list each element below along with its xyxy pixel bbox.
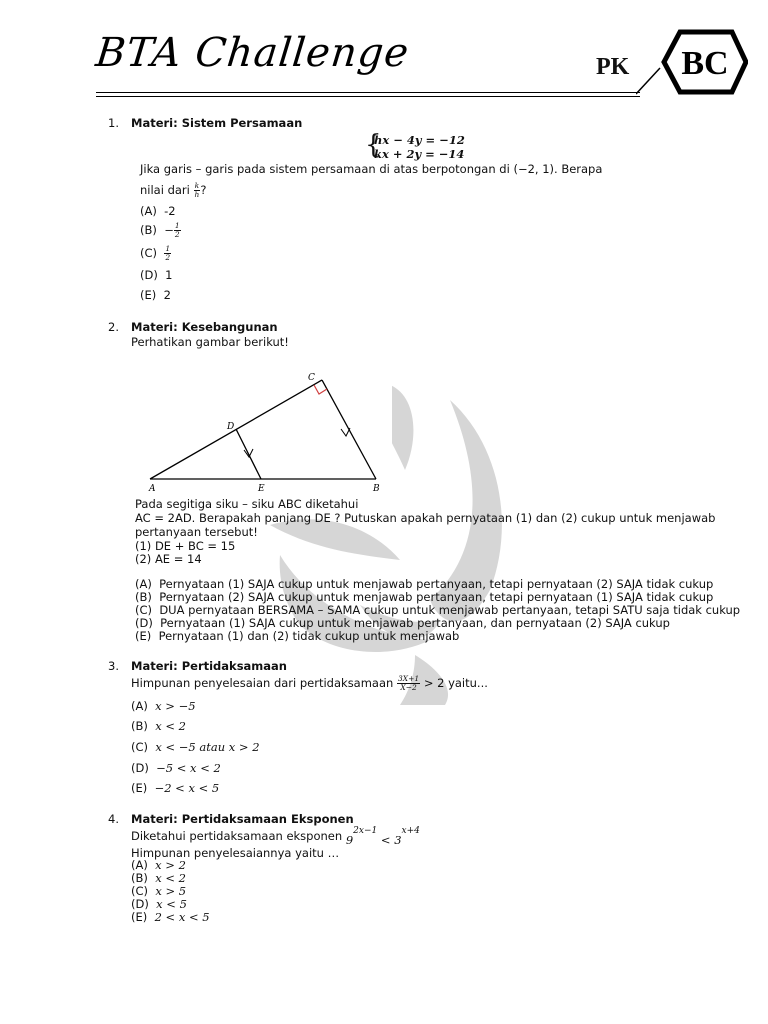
option-value: 1 xyxy=(165,268,173,282)
option-text: Pernyataan (2) SAJA cukup untuk menjawab pertanyaan, tetapi pernyataan (1) SAJA tidak cukup xyxy=(159,590,714,604)
q4-option-a xyxy=(131,858,186,872)
option-value: 2 xyxy=(163,288,171,302)
option-value: x < 2 xyxy=(155,719,186,733)
label-b: B xyxy=(373,484,380,494)
q1-text1: Jika garis – garis pada sistem persamaan di atas berpotongan di (−2, 1). Berapa xyxy=(140,162,603,176)
q4-text2: Himpunan penyelesaiannya yaitu … xyxy=(131,846,340,860)
q1-option-d xyxy=(140,268,172,282)
option-value: -2 xyxy=(164,204,176,218)
q4-text: Diketahui pertidaksamaan eksponen xyxy=(131,829,343,843)
q1-eq2: kx + 2y = −14 xyxy=(374,147,465,161)
q4-option-e xyxy=(131,910,210,924)
option-text: DUA pernyataan BERSAMA – SAMA cukup untuk menjawab pertanyaan, tetapi SATU saja tidak cukup xyxy=(159,603,741,617)
label-a: A xyxy=(149,484,156,494)
q3-option-b xyxy=(131,719,186,733)
q4-option-d xyxy=(131,897,187,911)
q4-exp2: x+4 xyxy=(401,826,420,836)
q4-number: 4. xyxy=(108,812,119,826)
option-label: (C) xyxy=(140,246,158,260)
q3-frac-den: X−2 xyxy=(400,683,417,692)
option-value: x < 2 xyxy=(155,871,186,885)
option-label: (E) xyxy=(135,629,152,643)
option-label: (D) xyxy=(131,761,149,775)
q4-option-c xyxy=(131,884,186,898)
q2-heading: Materi: Kesebangunan xyxy=(131,320,278,334)
q4-option-b xyxy=(131,871,186,885)
q3-heading: Materi: Pertidaksamaan xyxy=(131,659,287,673)
frac-num: 1 xyxy=(165,244,171,253)
option-label: (D) xyxy=(140,268,158,282)
q1-frac-den: h xyxy=(194,190,200,199)
q1-frac-num: k xyxy=(194,181,200,190)
option-value: −2 < x < 5 xyxy=(154,781,220,795)
q2-line4: (1) DE + BC = 15 xyxy=(135,539,236,553)
option-label: (B) xyxy=(131,871,148,885)
q3-frac-num: 3X+1 xyxy=(397,674,420,683)
option-value: −5 < x < 2 xyxy=(156,761,221,775)
q4-exp1: 2x−1 xyxy=(353,826,378,836)
q1-option-e xyxy=(140,288,171,302)
q3-fraction xyxy=(397,675,420,692)
q3-option-c xyxy=(131,740,260,754)
q3-option-a xyxy=(131,699,196,713)
q4-base1: 9 xyxy=(345,833,354,847)
q1-option-a xyxy=(140,204,176,218)
option-label: (B) xyxy=(135,590,152,604)
q2-line1: Pada segitiga siku – siku ABC diketahui xyxy=(135,497,359,511)
option-label: (A) xyxy=(131,699,148,713)
q2-line5: (2) AE = 14 xyxy=(135,552,202,566)
option-label: (D) xyxy=(131,897,149,911)
option-value: x > 5 xyxy=(155,884,187,898)
q3-text-line xyxy=(131,675,488,692)
option-label: (B) xyxy=(131,719,148,733)
option-label: (A) xyxy=(140,204,157,218)
q1-text2: nilai dari xyxy=(140,183,190,197)
option-fraction xyxy=(174,222,181,239)
q2-intro: Perhatikan gambar berikut! xyxy=(131,335,289,349)
q2-line3: pertanyaan tersebut! xyxy=(135,525,258,539)
q2-option-d xyxy=(135,616,670,630)
q4-text-line xyxy=(131,826,420,847)
q3-option-d xyxy=(131,761,221,775)
header-rule xyxy=(96,92,640,93)
option-label: (D) xyxy=(135,616,153,630)
option-label: (A) xyxy=(131,858,148,872)
q1-text2-line xyxy=(140,182,206,199)
q2-option-c xyxy=(135,603,740,617)
option-value: x < −5 atau x > 2 xyxy=(155,740,260,754)
header-title: BTA Challenge xyxy=(93,30,412,76)
option-label: (E) xyxy=(131,910,148,924)
option-label: (E) xyxy=(131,781,148,795)
bc-logo-text: BC xyxy=(681,45,729,82)
q3-after: > 2 yaitu... xyxy=(423,676,488,690)
option-fraction xyxy=(164,245,171,262)
frac-den: 2 xyxy=(165,253,171,262)
q1-number: 1. xyxy=(108,116,119,130)
option-label: (A) xyxy=(135,577,152,591)
q1-brace: { xyxy=(365,130,382,160)
q3-number: 3. xyxy=(108,659,119,673)
bc-logo-icon xyxy=(636,28,748,96)
option-value: x > 2 xyxy=(155,858,186,872)
label-d: D xyxy=(227,422,235,432)
option-label: (E) xyxy=(140,288,157,302)
option-value: x > −5 xyxy=(155,699,196,713)
option-label: (C) xyxy=(135,603,153,617)
header-pk-label: PK xyxy=(596,54,630,80)
option-text: Pernyataan (1) SAJA cukup untuk menjawab pertanyaan, tetapi pernyataan (2) SAJA tidak cukup xyxy=(159,577,714,591)
option-sign: − xyxy=(164,223,174,237)
option-label: (C) xyxy=(131,884,149,898)
triangle-figure xyxy=(140,366,392,498)
frac-den: 2 xyxy=(174,230,180,239)
option-value: x < 5 xyxy=(156,897,187,911)
option-label: (C) xyxy=(131,740,149,754)
q4-base2: 3 xyxy=(394,833,402,847)
q4-heading: Materi: Pertidaksamaan Eksponen xyxy=(131,812,354,826)
option-text: Pernyataan (1) SAJA cukup untuk menjawab pertanyaan, dan pernyataan (2) SAJA cukup xyxy=(160,616,670,630)
q3-text: Himpunan penyelesaian dari pertidaksamaan xyxy=(131,676,394,690)
label-c: C xyxy=(308,373,315,383)
q2-option-a xyxy=(135,577,713,591)
frac-num: 1 xyxy=(174,221,180,230)
q1-qmark: ? xyxy=(200,183,207,197)
q2-option-e xyxy=(135,629,459,643)
q2-option-b xyxy=(135,590,713,604)
q3-option-e xyxy=(131,781,219,795)
q2-number: 2. xyxy=(108,320,119,334)
q1-option-b xyxy=(140,222,181,239)
header-rule-thin xyxy=(96,96,640,97)
q1-heading: Materi: Sistem Persamaan xyxy=(131,116,303,130)
label-e: E xyxy=(258,484,265,494)
q2-line2: AC = 2AD. Berapakah panjang DE ? Putuskan apakah pernyataan (1) dan (2) cukup untuk menjawab xyxy=(135,511,716,525)
option-label: (B) xyxy=(140,223,157,237)
option-text: Pernyataan (1) dan (2) tidak cukup untuk menjawab xyxy=(158,629,460,643)
q1-option-c xyxy=(140,245,171,262)
option-value: 2 < x < 5 xyxy=(154,910,210,924)
q1-eq1: hx − 4y = −12 xyxy=(374,133,465,147)
q4-lt: < xyxy=(380,833,391,847)
